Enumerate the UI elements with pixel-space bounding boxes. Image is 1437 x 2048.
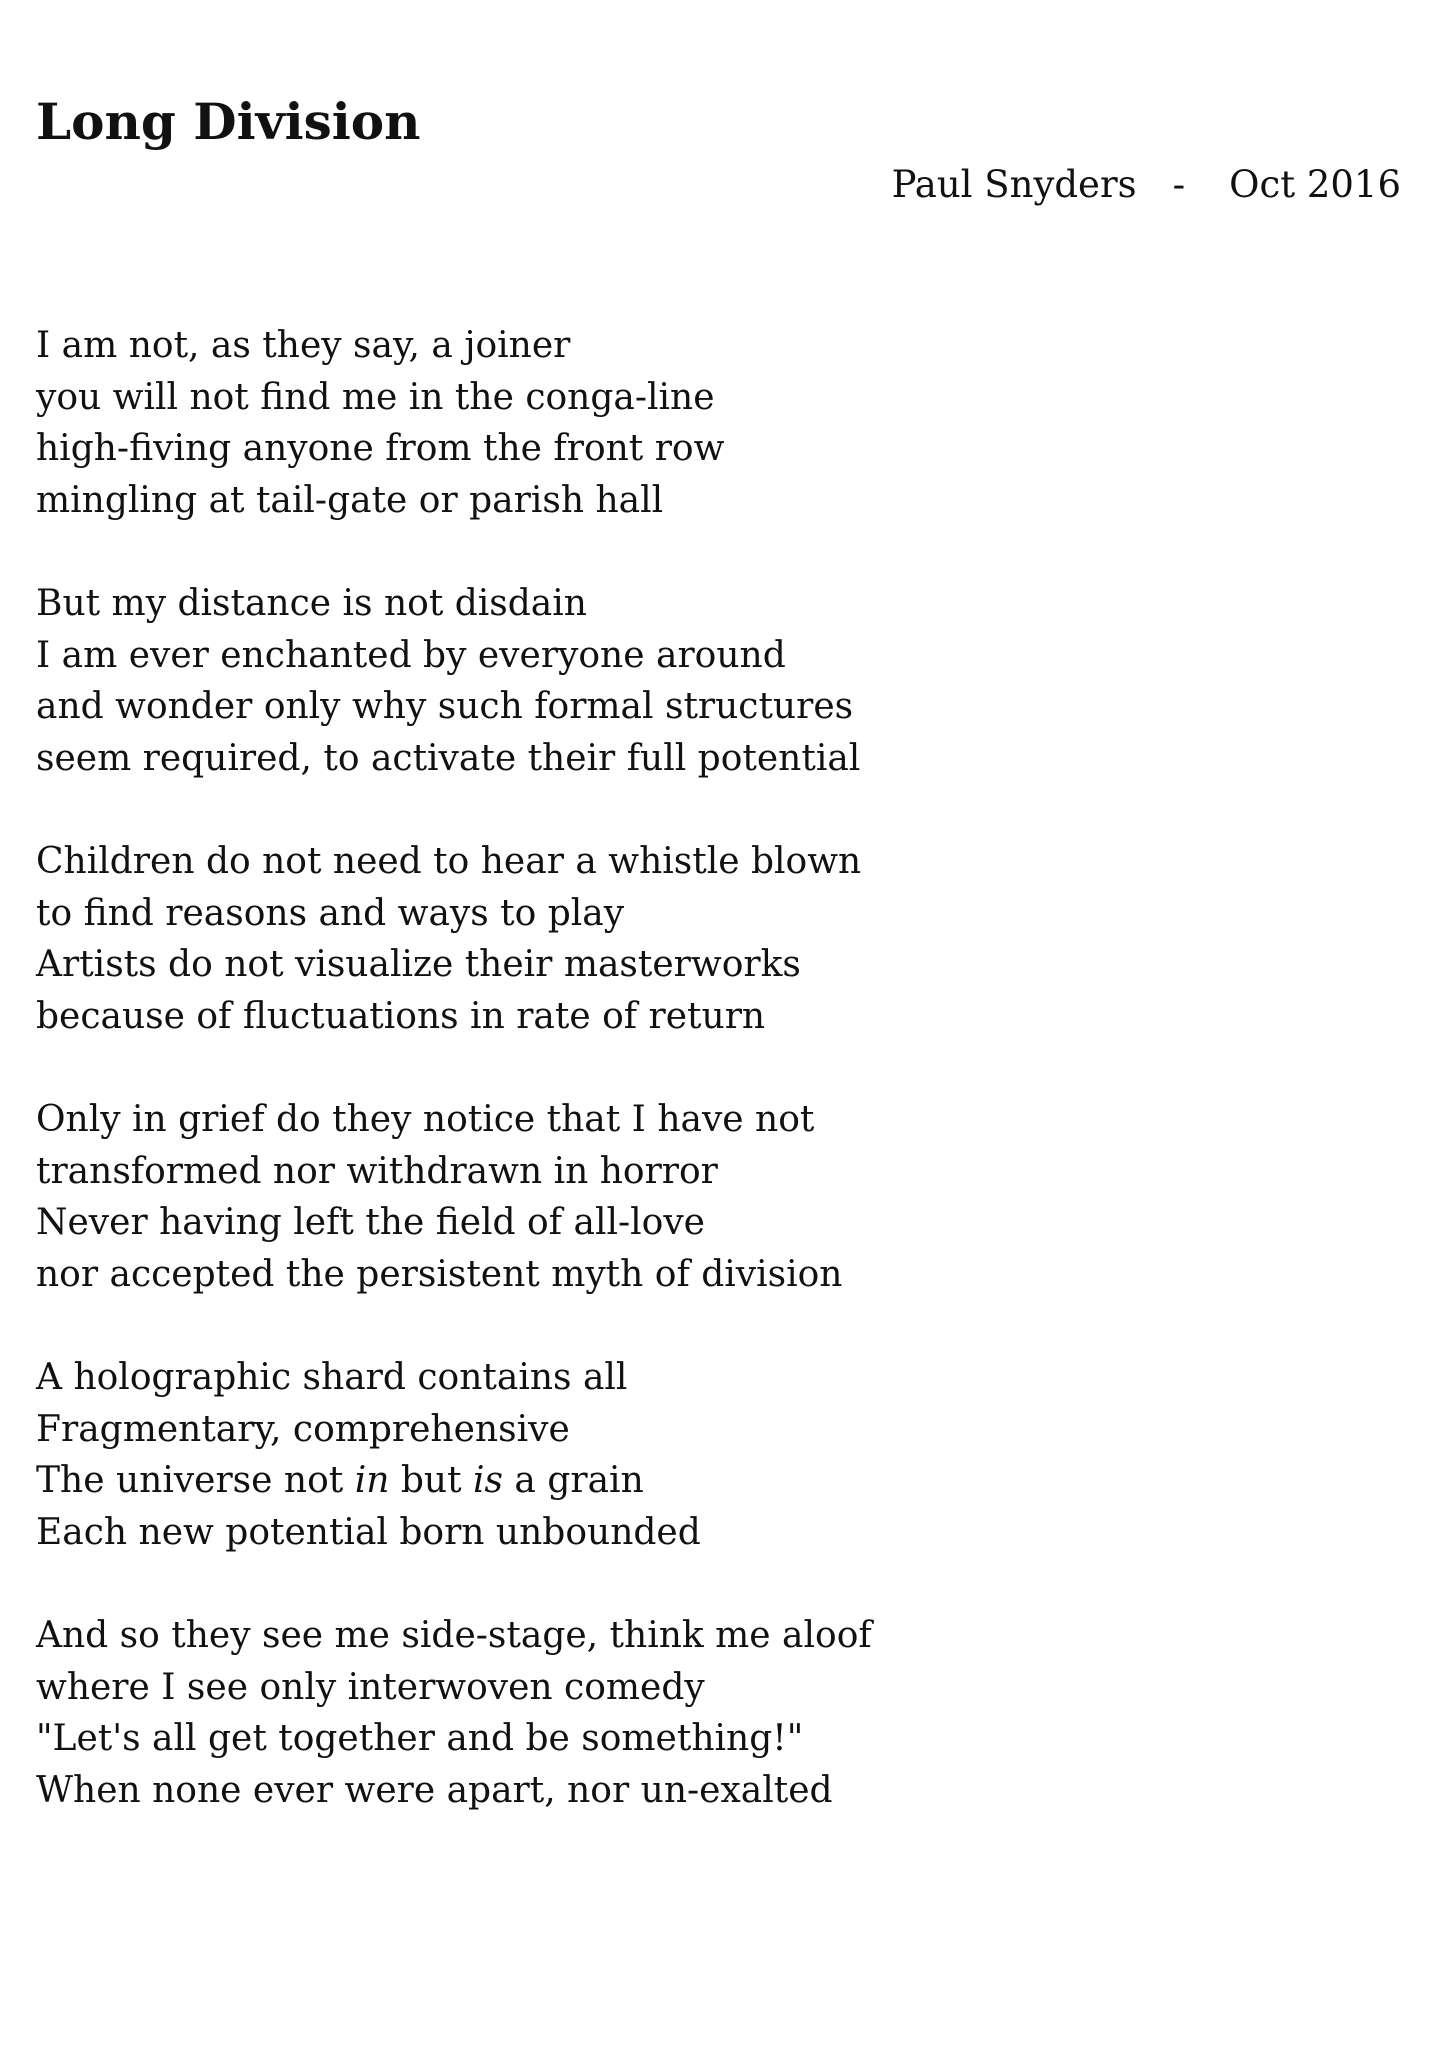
poem-date: Oct 2016 bbox=[1229, 163, 1401, 206]
poem-line: Fragmentary, comprehensive bbox=[36, 1408, 570, 1450]
poem-line: you will not find me in the conga-line bbox=[36, 376, 715, 418]
poem-line: Artists do not visualize their masterworks bbox=[36, 944, 801, 985]
poem-line: "Let's all get together and be something!" bbox=[36, 1718, 804, 1759]
poem-line: But my distance is not disdain bbox=[36, 583, 587, 624]
poem-line: I am ever enchanted by everyone around bbox=[36, 634, 786, 676]
poem-line: I am not, as they say, a joiner bbox=[36, 325, 571, 366]
poem-line: Only in grief do they notice that I have not bbox=[36, 1099, 815, 1140]
poem-line: because of fluctuations in rate of return bbox=[36, 995, 766, 1037]
line-text: a grain bbox=[502, 1460, 644, 1501]
poem-line: and wonder only why such formal structures bbox=[36, 686, 854, 727]
poem-line: nor accepted the persistent myth of division bbox=[36, 1253, 843, 1295]
poem-line: mingling at tail-gate or parish hall bbox=[36, 479, 664, 521]
byline-separator: - bbox=[1172, 163, 1186, 206]
byline bbox=[892, 162, 1401, 208]
poem-line: to find reasons and ways to play bbox=[36, 892, 625, 934]
stanza-5 bbox=[36, 1352, 1036, 1558]
poem-title: Long Division bbox=[36, 92, 421, 151]
poem-line: And so they see me side-stage, think me aloof bbox=[36, 1615, 872, 1656]
stanza-4 bbox=[36, 1094, 1036, 1300]
stanza-1 bbox=[36, 320, 1036, 526]
poem-line: where I see only interwoven comedy bbox=[36, 1666, 705, 1708]
stanza-6 bbox=[36, 1610, 1036, 1816]
poem-line: Never having left the field of all-love bbox=[36, 1202, 705, 1243]
poem-line: high-fiving anyone from the front row bbox=[36, 428, 725, 469]
poem-line: Each new potential born unbounded bbox=[36, 1511, 701, 1553]
author-name: Paul Snyders bbox=[891, 163, 1137, 206]
poem-line: A holographic shard contains all bbox=[36, 1357, 628, 1398]
line-text: The universe not bbox=[36, 1460, 355, 1501]
stanza-3 bbox=[36, 836, 1036, 1042]
poem-line: When none ever were apart, nor un-exalted bbox=[36, 1769, 833, 1811]
italic-word: is bbox=[472, 1460, 503, 1501]
poem-line: seem required, to activate their full potential bbox=[36, 737, 861, 779]
poem-body bbox=[36, 320, 1036, 1868]
poem-line: transformed nor withdrawn in horror bbox=[36, 1150, 718, 1192]
line-text: but bbox=[389, 1460, 473, 1501]
poem-line-with-italics bbox=[36, 1455, 1036, 1507]
italic-word: in bbox=[354, 1460, 390, 1501]
poem-line: Children do not need to hear a whistle blown bbox=[36, 841, 862, 882]
stanza-2 bbox=[36, 578, 1036, 784]
